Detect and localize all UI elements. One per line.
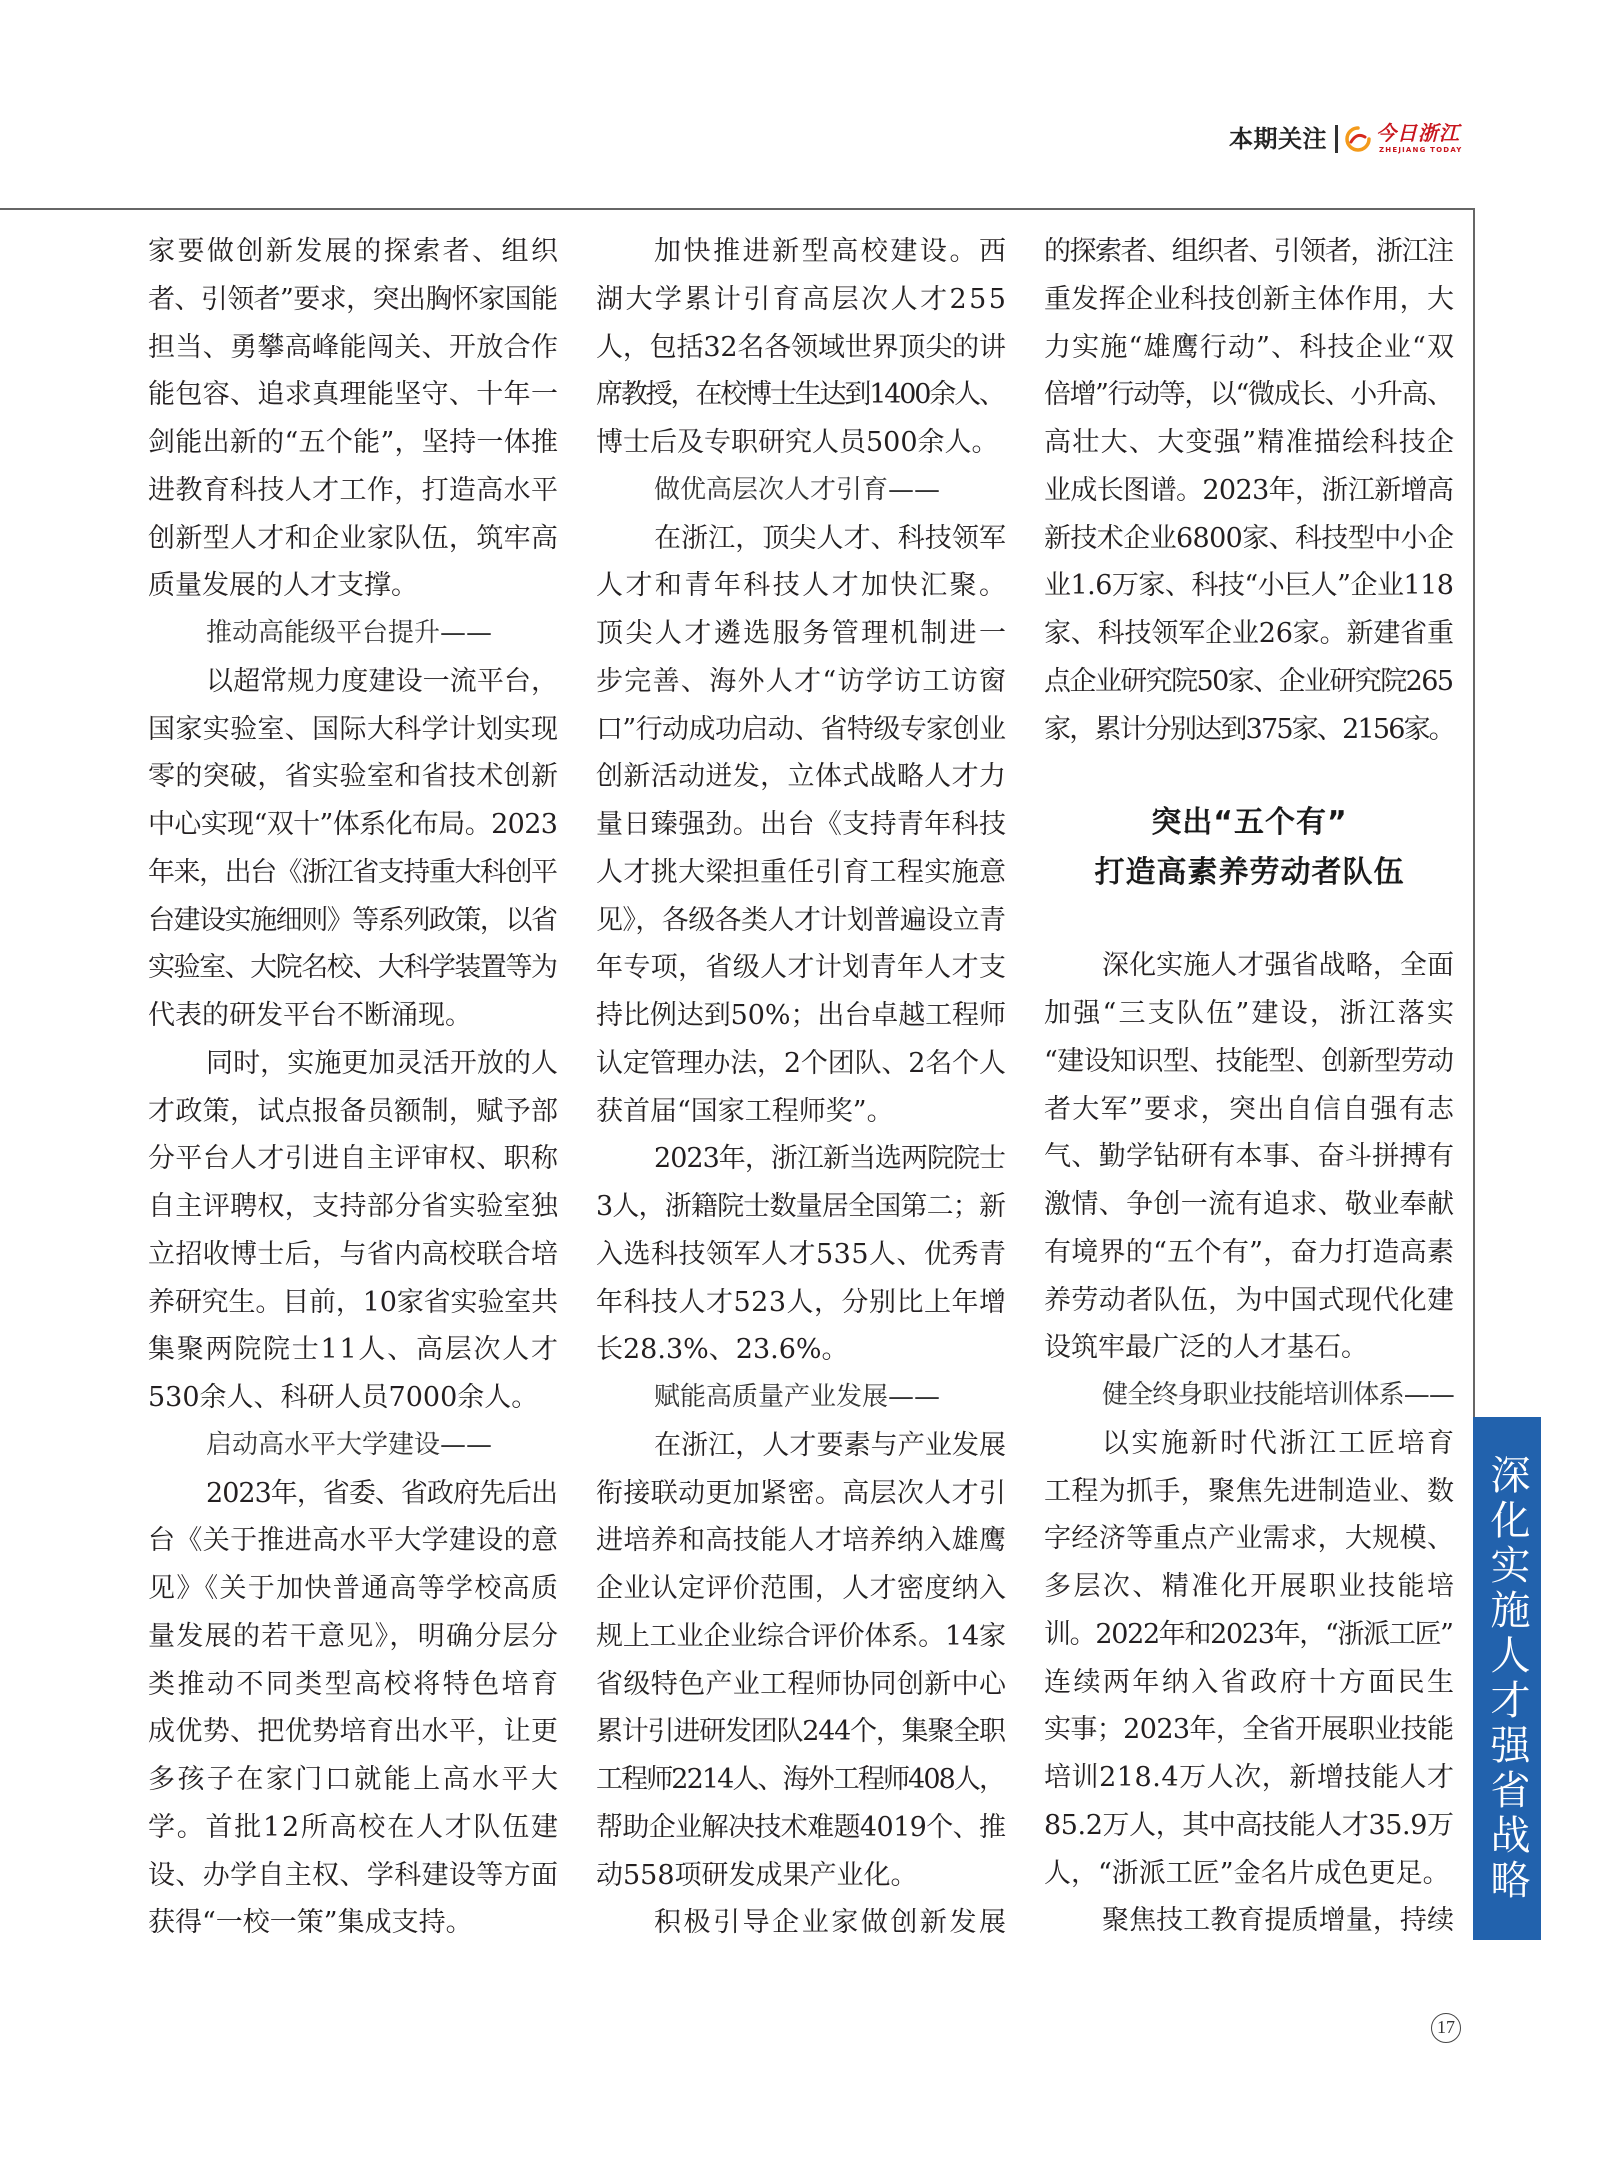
text-line: 省级特色产业工程师协同创新中心 [596, 1668, 1007, 1700]
paragraph [596, 515, 1007, 1136]
text-line: 人，“浙派工匠”金名片成色更足。 [1044, 1857, 1450, 1889]
text-line: 工程师2214人、海外工程师408人， [596, 1764, 1005, 1795]
text-line: 见》，各级各类人才计划普遍设立青 [596, 904, 1006, 936]
text-line: 530余人、科研人员7000余人。 [148, 1382, 539, 1413]
side-tab [1473, 1417, 1541, 1940]
subheading-line: 赋能高质量产业发展—— [654, 1382, 941, 1412]
text-line: 年专项，省级人才计划青年人才支 [596, 952, 1007, 984]
text-line: 担当、勇攀高峰能闯关、开放合作 [148, 331, 559, 363]
text-line: 多层次、精准化开展职业技能培 [1044, 1571, 1457, 1602]
text-line: 动558项研发成果产业化。 [596, 1859, 918, 1891]
text-line: 积极引导企业家做创新发展 [654, 1907, 1009, 1939]
text-column-2 [596, 228, 1007, 1947]
text-line: 连续两年纳入省政府十方面民生 [1044, 1666, 1457, 1698]
text-line: 人才挑大梁担重任引育工程实施意 [596, 856, 1007, 888]
text-line: 者、引领者”要求，突出胸怀家国能 [148, 283, 558, 315]
brand-name: 今日浙江 [1376, 121, 1460, 145]
text-line: 聚焦技工教育提质增量，持续 [1102, 1905, 1455, 1937]
logo-swoosh [1351, 135, 1365, 142]
text-line: 创新型人才和企业家队伍，筑牢高 [148, 522, 559, 554]
text-line: 长28.3%、23.6%。 [596, 1334, 849, 1366]
text-line: 85.2万人，其中高技能人才35.9万 [1044, 1809, 1454, 1841]
paragraph [596, 1135, 1007, 1374]
header-divider [1335, 125, 1338, 153]
text-line: 设筑牢最广泛的人才基石。 [1044, 1332, 1368, 1364]
brand-subtitle: ZHEJIANG TODAY [1379, 146, 1463, 154]
text-line: 中心实现“双十”体系化布局。2023 [148, 809, 558, 840]
text-line: 有境界的“五个有”，奋力打造高素 [1044, 1236, 1455, 1268]
text-line: 进培养和高技能人才培养纳入雄鹰 [596, 1525, 1007, 1557]
text-line: 顶尖人才遴选服务管理机制进一 [596, 618, 1009, 649]
subheading-line: 推动高能级平台提升—— [206, 618, 493, 648]
text-line: 累计引进研发团队244个，集聚全职 [596, 1716, 1005, 1748]
logo-ring [1347, 128, 1369, 150]
text-line: 持比例达到50%；出台卓越工程师 [596, 1000, 1006, 1031]
text-line: 代表的研发平台不断涌现。 [148, 1000, 472, 1031]
text-line: 进教育科技人才工作，打造高水平 [148, 474, 559, 506]
text-line: 者大军”要求，突出自信自强有志 [1044, 1093, 1456, 1125]
paragraph [148, 658, 559, 1040]
section-heading [1044, 798, 1455, 897]
text-line: 家、科技领军企业26家。新建省重 [1044, 618, 1454, 649]
text-line: 训。2022年和2023年，“浙派工匠” [1044, 1618, 1453, 1650]
text-line: 重发挥企业科技创新主体作用，大 [1044, 283, 1455, 315]
text-line: 多孩子在家门口就能上高水平大 [148, 1764, 561, 1795]
section-heading-line: 打造高素养劳动者队伍 [1094, 854, 1405, 890]
text-line: 集聚两院院士11人、高层次人才 [148, 1334, 560, 1366]
subheading [148, 610, 559, 658]
paragraph [596, 1422, 1007, 1900]
subheading [1044, 1372, 1455, 1420]
paragraph [1044, 1897, 1455, 1945]
brand-logo-icon [1343, 124, 1373, 154]
text-line: 量发展的若干意见》，明确分层分 [148, 1620, 560, 1652]
text-line: 自主评聘权，支持部分省实验室独 [148, 1191, 559, 1222]
subheading [148, 1422, 559, 1470]
text-line: 业成长图谱。2023年，浙江新增高 [1044, 474, 1454, 506]
text-line: 加强“三支队伍”建设，浙江落实 [1044, 998, 1457, 1029]
text-line: 见》《关于加快普通高等学校高质 [148, 1573, 560, 1604]
subheading-line: 健全终身职业技能培训体系—— [1102, 1380, 1454, 1410]
text-line: 席教授，在校博士生达到1400余人、 [596, 379, 1004, 411]
text-line: 企业认定评价范围，人才密度纳入 [596, 1573, 1007, 1604]
text-line: 高壮大、大变强”精准描绘科技企 [1044, 427, 1456, 458]
text-line: 成优势、把优势培育出水平，让更 [148, 1716, 559, 1748]
text-line: 国家实验室、国际大科学计划实现 [148, 713, 559, 745]
text-line: 同时，实施更加灵活开放的人 [206, 1047, 559, 1079]
text-line: 人，包括32名各领域世界顶尖的讲 [596, 331, 1006, 363]
text-line: 人才和青年科技人才加快汇聚。 [596, 570, 1009, 602]
text-line: “建设知识型、技能型、创新型劳动 [1044, 1045, 1454, 1077]
text-line: 帮助企业解决技术难题4019个、推 [596, 1811, 1006, 1843]
text-line: 点企业研究院50家、企业研究院265 [1044, 665, 1453, 697]
subheading [596, 1374, 1007, 1422]
text-line: 家要做创新发展的探索者、组织 [148, 236, 561, 267]
text-line: 工程为抓手，聚焦先进制造业、数 [1044, 1475, 1455, 1507]
text-line: 实验室、大院名校、大科学装置等为 [148, 952, 557, 984]
paragraph [1044, 942, 1455, 1372]
text-line: 在浙江，顶尖人才、科技领军 [654, 522, 1007, 554]
text-line: 获首届“国家工程师奖”。 [596, 1095, 894, 1127]
text-line: 新技术企业6800家、科技型中小企 [1044, 522, 1454, 554]
subheading-line: 做优高层次人才引育—— [654, 474, 941, 505]
paragraph [148, 1470, 559, 1948]
text-line: 力实施“雄鹰行动”、科技企业“双 [1044, 331, 1456, 363]
text-line: 才政策，试点报备员额制，赋予部 [148, 1095, 559, 1127]
text-line: 业1.6万家、科技“小巨人”企业118 [1044, 570, 1454, 602]
text-line: 的探索者、组织者、引领者，浙江注 [1044, 236, 1453, 267]
text-line: 类推动不同类型高校将特色培育 [148, 1668, 561, 1700]
top-rule [0, 208, 1475, 210]
text-line: 字经济等重点产业需求，大规模、 [1044, 1523, 1455, 1555]
text-line: 分平台人才引进自主评审权、职称 [148, 1143, 559, 1175]
paragraph [148, 1040, 559, 1422]
text-line: 气、勤学钻研有本事、奋斗拼搏有 [1044, 1141, 1455, 1173]
paragraph [1044, 228, 1455, 753]
text-line: 家，累计分别达到375家、2156家。 [1044, 713, 1454, 745]
text-line: 湖大学累计引育高层次人才255 [596, 283, 1009, 315]
text-line: 学。首批12所高校在人才队伍建 [148, 1811, 560, 1843]
text-line: 零的突破，省实验室和省技术创新 [148, 761, 559, 793]
text-line: 步完善、海外人才“访学访工访窗 [596, 665, 1008, 697]
text-line: 倍增”行动等，以“微成长、小升高、 [1044, 379, 1453, 411]
text-line: 激情、争创一流有追求、敬业奉献 [1044, 1189, 1455, 1220]
paragraph [1044, 1420, 1455, 1898]
text-line: 衔接联动更加紧密。高层次人才引 [596, 1477, 1007, 1509]
text-line: 台建设实施细则》等系列政策，以省 [148, 904, 557, 936]
text-line: 加快推进新型高校建设。西 [654, 236, 1009, 267]
text-line: 台《关于推进高水平大学建设的意 [148, 1525, 559, 1557]
text-line: 创新活动迸发，立体式战略人才力 [596, 761, 1007, 793]
paragraph [596, 1899, 1007, 1947]
text-line: 养劳动者队伍，为中国式现代化建 [1044, 1284, 1455, 1316]
text-line: 3人，浙籍院士数量居全国第二；新 [596, 1191, 1006, 1222]
text-line: 立招收博士后，与省内高校联合培 [148, 1238, 559, 1270]
text-line: 以实施新时代浙江工匠培育 [1102, 1427, 1457, 1459]
text-line: 博士后及专职研究人员500余人。 [596, 427, 999, 458]
side-tab-label: 深化实施人才强省战略 [1484, 1453, 1530, 1904]
text-line: 2023年，浙江新当选两院院士 [654, 1143, 1006, 1175]
text-column-1 [148, 228, 559, 1947]
section-label: 本期关注 [1229, 125, 1327, 153]
subheading-line: 启动高水平大学建设—— [206, 1429, 493, 1460]
text-line: 实事；2023年，全省开展职业技能 [1044, 1714, 1454, 1746]
text-line: 年科技人才523人，分别比上年增 [596, 1286, 1007, 1318]
text-line: 获得“一校一策”集成支持。 [148, 1907, 473, 1939]
paragraph [148, 228, 559, 610]
text-line: 认定管理办法，2个团队、2名个人 [596, 1047, 1006, 1079]
right-rule [1473, 208, 1475, 1417]
text-line: 年来，出台《浙江省支持重大科创平 [148, 856, 557, 888]
section-heading-line: 突出“五个有” [1151, 805, 1348, 841]
text-line: 入选科技领军人才535人、优秀青 [596, 1238, 1007, 1270]
text-line: 量日臻强劲。出台《支持青年科技 [596, 809, 1007, 840]
text-line: 深化实施人才强省战略，全面 [1102, 950, 1455, 982]
subheading [596, 467, 1007, 515]
text-line: 培训218.4万人次，新增技能人才 [1044, 1762, 1455, 1793]
paragraph [596, 228, 1007, 467]
text-line: 剑能出新的“五个能”，坚持一体推 [148, 427, 559, 458]
text-line: 在浙江，人才要素与产业发展 [654, 1429, 1007, 1461]
text-line: 2023年，省委、省政府先后出 [206, 1477, 558, 1509]
text-line: 能包容、追求真理能坚守、十年一 [148, 379, 559, 411]
text-line: 养研究生。目前，10家省实验室共 [148, 1286, 558, 1318]
text-line: 规上工业企业综合评价体系。14家 [596, 1620, 1006, 1652]
page-number: 17 [1431, 2013, 1461, 2043]
text-line: 设、办学自主权、学科建设等方面 [148, 1859, 559, 1891]
text-line: 口”行动成功启动、省特级专家创业 [596, 713, 1006, 745]
text-line: 质量发展的人才支撑。 [148, 570, 418, 602]
text-column-3 [1044, 228, 1455, 1945]
text-line: 以超常规力度建设一流平台， [206, 665, 559, 697]
